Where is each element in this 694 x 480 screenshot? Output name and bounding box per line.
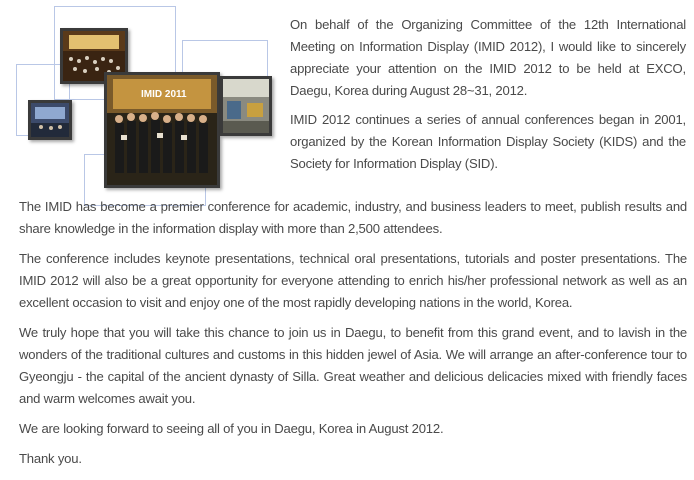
- body-text: [19, 196, 687, 478]
- intro-text: [290, 14, 686, 182]
- paragraph: IMID 2012 continues a series of annual conferences began in 2001, organized by the Korean Information Display Society (KIDS) and the Society for Information Display (SID).: [290, 112, 686, 171]
- exhibition-photo: [220, 76, 272, 136]
- paragraph: We truly hope that you will take this chance to join us in Daegu, to benefit from this grand event, and to lavish in the wonders of the traditional cultures and customs in this hidden jewel of Asia. We will arrange an after-conference tour to Gyeongju - the capital of the ancient dynasty of Silla. Great weather and delicious delicacies mixed with friendly faces and warm welcomes await you.: [19, 325, 687, 406]
- paragraph: The IMID has become a premier conference for academic, industry, and business leaders to meet, publish results and share knowledge in the information display with more than 2,500 attendees.: [19, 199, 687, 236]
- paragraph: On behalf of the Organizing Committee of the 12th International Meeting on Information Display (IMID 2012), I would like to sincerely appreciate your attention on the IMID 2012 to be held at EXCO, Daegu, Korea during August 28~31, 2012.: [290, 17, 686, 98]
- photo-collage: [14, 4, 276, 206]
- paragraph: Thank you.: [19, 451, 82, 466]
- photo-banner-text: IMID 2011: [141, 89, 187, 100]
- award-ceremony-photo: [104, 72, 220, 188]
- paragraph: The conference includes keynote presentations, technical oral presentations, tutorials and poster presentations. The IMID 2012 will also be a great opportunity for everyone attending to enrich his/her professional network as well as an excellent occasion to visit and enjoy one of the most rapidly developing nations in the world, Korea.: [19, 251, 687, 310]
- paragraph: We are looking forward to seeing all of you in Daegu, Korea in August 2012.: [19, 421, 444, 436]
- session-photo: [28, 100, 72, 140]
